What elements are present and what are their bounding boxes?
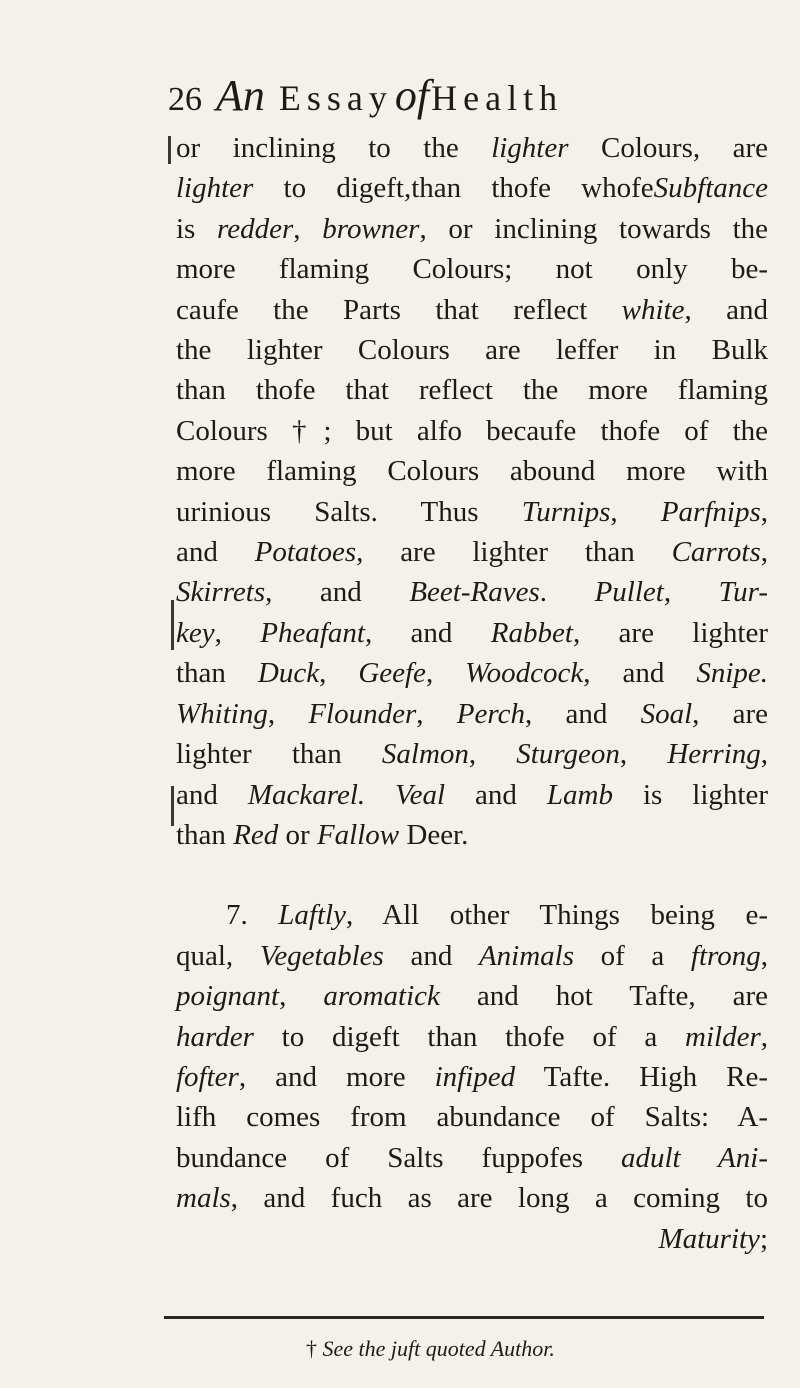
text-line: 7. Laftly, All other Things being e-: [226, 899, 768, 932]
text-line: harder to digeft than thofe of a milder,: [176, 1020, 768, 1053]
footnote-text: See the juft quoted Author.: [322, 1336, 555, 1361]
text-line: Whiting, Flounder, Perch, and Soal, are: [176, 697, 769, 730]
text-line: than Red or Fallow Deer.: [176, 818, 469, 851]
text-line: is redder, browner, or inclining towards the: [176, 212, 769, 245]
catchword-line: Maturity;: [658, 1222, 768, 1255]
page-number: 26: [168, 81, 202, 118]
text-line: and Potatoes, are lighter than Carrots,: [176, 536, 768, 569]
footnote: [306, 1334, 555, 1364]
margin-mark: [168, 136, 171, 164]
text-line: the lighter Colours are leffer in Bulk: [176, 334, 768, 367]
margin-mark: [171, 786, 174, 826]
text-line: lifh comes from abundance of Salts: A-: [176, 1101, 768, 1134]
text-line: key, Pheafant, and Rabbet, are lighter: [176, 616, 769, 649]
text-line: Skirrets, and Beet-Raves. Pullet, Tur-: [176, 576, 769, 609]
text-line: poignant, aromatick and hot Tafte, are: [176, 980, 769, 1013]
header-health: Health: [431, 78, 564, 118]
paragraph-gap: [176, 855, 768, 895]
text-line: bundance of Salts fuppofes adult Ani-: [176, 1141, 768, 1174]
text-line: lighter than Salmon, Sturgeon, Herring,: [176, 738, 769, 771]
text-line: mals, and fuch as are long a coming to: [176, 1182, 768, 1215]
dagger-mark: †: [306, 1336, 317, 1361]
text-line: than thofe that reflect the more flaming: [176, 374, 768, 407]
margin-mark: [171, 600, 174, 650]
text-line: Colours †; but alfo becaufe thofe of the: [176, 414, 768, 447]
text-line: than Duck, Geefe, Woodcock, and Snipe.: [176, 657, 769, 690]
text-line: more flaming Colours abound more with: [176, 455, 768, 488]
header-an: An: [216, 71, 265, 120]
text-line: fofter, and more infiped Tafte. High Re-: [176, 1060, 768, 1093]
text-line: more flaming Colours; not only be-: [176, 253, 768, 286]
body-text: [176, 128, 768, 1259]
text-line: or inclining to the lighter Colours, are: [176, 132, 768, 164]
header-essay: Essay: [278, 78, 393, 118]
text-line: lighter to digeft,than thofe whofeSubftance: [176, 172, 768, 205]
text-line: urinious Salts. Thus Turnips, Parfnips,: [176, 495, 768, 528]
footnote-rule: [164, 1316, 764, 1319]
text-line: qual, Vegetables and Animals of a ftrong,: [176, 939, 768, 972]
text-line: and Mackarel. Veal and Lamb is lighter: [176, 778, 769, 811]
header-of: of: [394, 71, 430, 120]
running-header: [168, 66, 728, 130]
text-line: caufe the Parts that reflect white, and: [176, 293, 769, 326]
